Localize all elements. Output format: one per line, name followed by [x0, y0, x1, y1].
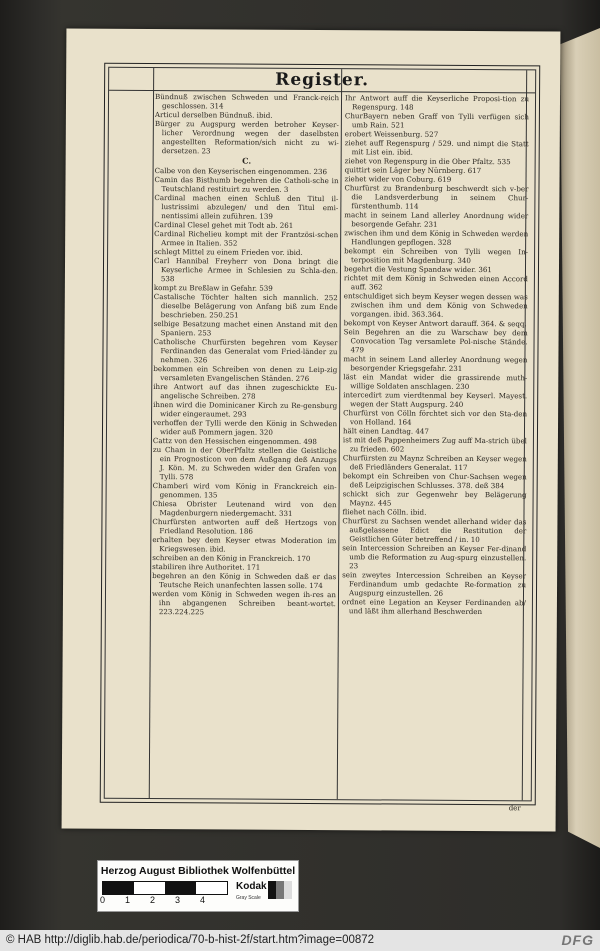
index-entry: werden vom König in Schweden wegen ih-res an ihn abgangenen Schreiben beant-wortet. 223.224.225: [151, 589, 337, 617]
index-entry: Churfürst von Cölln förchtet sich vor den Sta-den von Holland. 164: [343, 408, 528, 427]
index-entry: Cardinal Clesel gehet mit Todt ab. 261: [154, 220, 294, 230]
index-entry: sein Intercession Schreiben an Keyser Fer-dinand umb die Reformation zu Aug-spurg einzustellen. 23: [342, 543, 527, 571]
index-column-left: [151, 92, 339, 797]
index-entry: zwischen ihm und dem König in Schweden werden Handlungen gepflogen. 328: [344, 228, 529, 247]
page-frame: [100, 63, 541, 813]
index-entry: fliehet nach Cölln. ibid.: [342, 507, 427, 517]
dfg-logo: DFG: [561, 932, 594, 948]
index-entry: ihnen wird die Dominicaner Kirch zu Re-gensburg wider eingeraumet. 293: [153, 400, 338, 419]
index-entry: Bündnuß zwischen Schweden und Franck-reich geschlossen. 314: [155, 92, 340, 111]
index-entry: intercedirt zum vierdtenmal bey Keyserl. Mayest. wegen der Statt Augspurg. 240: [343, 390, 528, 409]
index-entry: entschuldiget sich beym Keyser wegen dessen was zwischen ihm und dem König von Schweden vorgangen. ibid. 363.364.: [343, 291, 528, 319]
index-entry: Articul derselben Bündnuß. ibid.: [154, 110, 273, 120]
scale-number: 4: [200, 895, 206, 905]
catchword: der: [508, 804, 521, 813]
index-entry: ziehet von Regenspurg in die Ober Pfaltz. 535: [344, 156, 511, 167]
index-entry: ziehet wider von Coburg. 619: [344, 174, 452, 184]
book-page: [62, 28, 561, 831]
index-column-right: [341, 93, 529, 798]
gray-scale-label: Gray Scale: [236, 895, 261, 901]
index-entry: begehrt die Vestung Spandaw wider. 361: [343, 264, 492, 275]
index-entry: hält einen Landtag. 447: [342, 426, 429, 436]
footer-bar: [0, 930, 600, 951]
index-entry: Chiesa Obrister Leutenand wird von den Magdenburgern niedergemacht. 331: [152, 499, 337, 518]
index-entry: Castalische Töchter halten sich mannlich. 252 dieselbe Belägerung von Anfang biß zum Ende beschrieben. 250.251: [153, 292, 338, 320]
library-color-card: [97, 860, 299, 912]
index-entry: Cardinal machen einen Schluß den Titul il-lustrissimi abzulegen/ und den Titul emi-nentissimi allein zuführen. 139: [154, 193, 339, 221]
index-entry: Camin das Bisthumb begehren die Catholi-sche in Teutschland restituirt zu werden. 3: [154, 175, 339, 194]
scale-segment: [103, 882, 134, 894]
index-entry: ihre Antwort auf das ihnen zugeschickte Eu-angelische Schreiben. 278: [153, 382, 338, 401]
index-entry: stabiliren ihre Authoritet. 171: [152, 562, 261, 572]
index-entry: Ihr Antwort auff die Keyserliche Proposi-tion zu Regenspurg. 148: [345, 93, 530, 112]
index-entry: ChurBayern neben Graff von Tylli verfügen sich umb Rain. 521: [344, 111, 529, 130]
index-entry: Cardinal Richelieu kompt mit der Frantzösi-schen Armee in Italien. 352: [154, 229, 339, 248]
index-entry: verhoffen der Tylli werde den König in Schweden wider auß Pommern jagen. 320: [153, 418, 338, 437]
measure-scale: [102, 881, 228, 895]
index-entry: Churfürsten zu Maynz Schreiben an Keyser wegen deß Friedländers Generalat. 117: [342, 453, 527, 472]
index-entry: läst ein Mandat wider die grassirende muth-willige Soldaten anschlagen. 230: [343, 372, 528, 391]
index-entry: Bürger zu Augspurg werden betroher Keyser-licher Verordnung wegen der daselbsten angestellten Reformation/sich nicht zu wi-dersetzen. 23: [154, 119, 339, 156]
index-entry: richtet mit dem König in Schweden einen Accord auff. 362: [343, 273, 528, 292]
gray-scale-patch: [268, 881, 292, 899]
index-entry: bekompt ein Schreiben von Chur-Sachsen wegen deß Leipzigischen Schlusses. 378. deß 384: [342, 471, 527, 491]
scale-segment: [165, 882, 196, 894]
index-entry: begehren an den König in Schweden daß er das Teutsche Reich unanfechten lassen solle. 174: [152, 571, 337, 591]
index-entry: erhalten bey dem Keyser etwas Moderation im Kriegswesen. ibid.: [152, 535, 337, 554]
scale-number: 2: [150, 895, 156, 905]
index-entry: Catholische Churfürsten begehren vom Keyser Ferdinanden das Generalat vom Fried-länder zu nehmen. 326: [153, 337, 338, 365]
library-name: Herzog August Bibliothek Wolfenbüttel: [100, 865, 296, 877]
index-entry: selbige Besatzung machet einen Anstand mit den Spaniern. 253: [153, 319, 338, 338]
section-letter: C.: [242, 155, 252, 166]
index-entry: sein zweytes Intercession Schreiben an Keyser Ferdinandum umb gedachte Re-formation zu Augspurg einzustellen. 26: [342, 570, 527, 598]
index-entry: erobert Weissenburg. 527: [344, 129, 439, 139]
index-entry: Churfürsten antworten auff deß Hertzogs von Friedland Resolution. 186: [152, 517, 337, 536]
index-entry: Chamberi wird vom König in Franckreich ein-genommen. 135: [152, 481, 337, 500]
index-entry: Calbe von den Keyserischen eingenommen. 236: [154, 166, 328, 177]
scale-numbers: [100, 895, 230, 905]
index-entry: bekommen ein Schreiben von denen zu Leip-zig versamleten Evangelischen Ständen. 276: [153, 364, 338, 383]
index-entry: Churfürst zu Sachsen wendet allerhand wider das außgelassene Edict die Restitution der Geistlichen Güter betreffend / in. 10: [342, 516, 527, 545]
scale-segment: [134, 882, 165, 894]
page-frame-inner: [104, 67, 536, 813]
scale-segment: [196, 882, 227, 894]
index-entry: zu Cham in der OberPfaltz stellen die Geistliche ein Prognosticon von dem Außgang deß Anzugs J. Kön. M. zu Schweden wider den Grafen von Tylli. 578: [152, 445, 337, 482]
index-entry: quittirt sein Läger bey Nürnberg. 617: [344, 165, 482, 176]
scale-number: 3: [175, 895, 181, 905]
index-entry: Cattz von den Hessischen eingenommen. 498: [152, 436, 318, 447]
index-entry: ist mit deß Pappenheimers Zug auff Ma-strich übel zu frieden. 602: [342, 435, 527, 454]
index-entry: Churfürst zu Brandenburg beschwerdt sich v-ber die Landsverderbung in seinem Chur-fürstenthumb. 114: [344, 183, 529, 211]
index-entry: macht in seinem Land allerley Anordnung wegen besorgender Kriegsgefahr. 231: [343, 354, 528, 373]
index-entry: schickt sich zur Gegenwehr bey Belägerung Maynz. 445: [342, 489, 527, 508]
scale-number: 1: [125, 895, 131, 905]
kodak-label: Kodak: [236, 881, 267, 892]
index-entry: Carl Hannibal Freyherr von Dona bringt die Keyserliche Armee in Schlesien zu Schla-den. 538: [154, 256, 339, 284]
scale-number: 0: [100, 895, 106, 905]
index-entry: kompt zu Breßlaw in Gefahr. 539: [153, 283, 273, 293]
index-entry: schreiben an den König in Franckreich. 170: [152, 553, 311, 563]
index-entry: macht in seinem Land allerley Anordnung wider besorgende Gefahr. 231: [344, 210, 529, 229]
index-entry: ziehet auff Regenspurg / 529. und nimpt die Statt mit List ein. ibid.: [344, 138, 529, 157]
index-entry: Sein Begehren an die zu Warschaw bey dem Convocation Tag versamlete Pol-nische Stände. 479: [343, 327, 528, 355]
index-entry: bekompt ein Schreiben von Tylli wegen In-terposition mit Magdenburg. 340: [344, 246, 529, 265]
page-title: Register.: [275, 69, 370, 91]
index-entry: schlegt Mittel zu einem Frieden vor. ibid.: [154, 247, 303, 257]
index-entry: bekompt von Keyser Antwort darauff. 364. & seqq.: [343, 318, 527, 329]
copyright-url-text[interactable]: © HAB http://diglib.hab.de/periodica/70-b-hist-2f/start.htm?image=00872: [6, 934, 375, 946]
index-entry: ordnet eine Legation an Keyser Ferdinanden ab/ und läßt ihm allerhand Beschwerden: [341, 597, 526, 617]
page-header: [109, 68, 535, 94]
